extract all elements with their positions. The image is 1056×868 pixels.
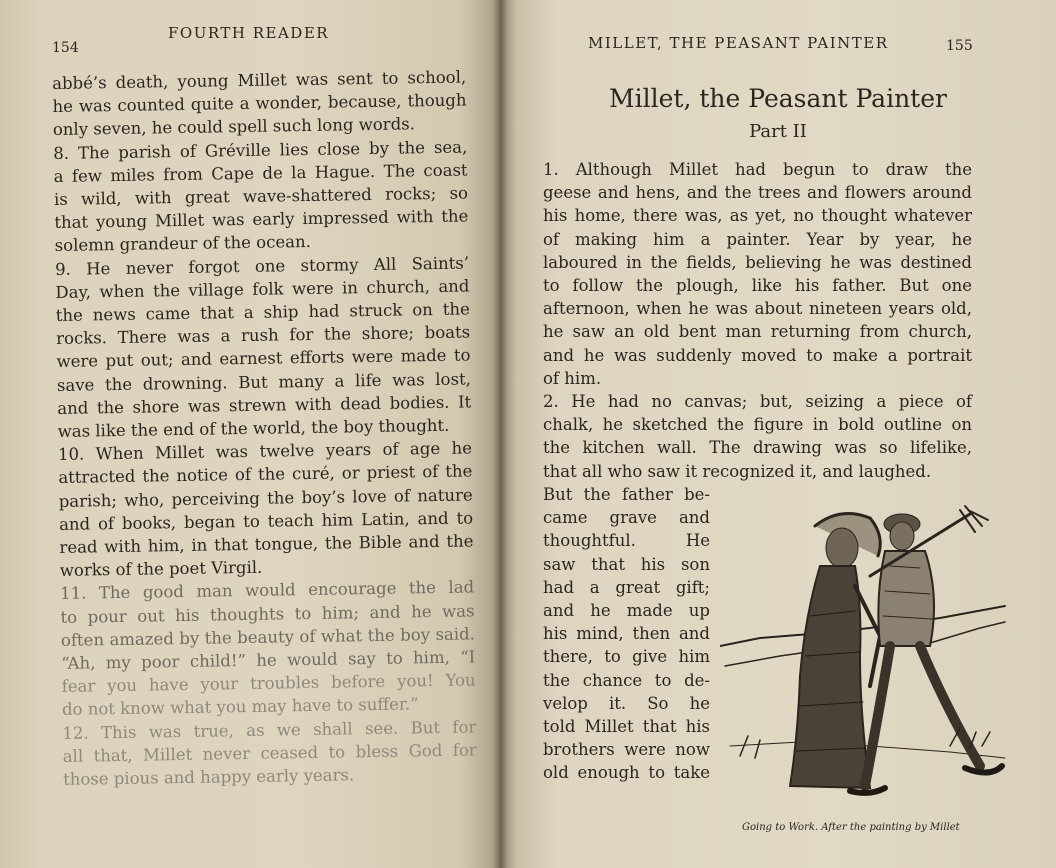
right-page-number: 155 [946, 38, 973, 54]
left-page-text-line: save the drowning. But many a life was lost, [56, 369, 472, 395]
right-page-text-line: of him. [543, 368, 602, 388]
left-page-text-line: those pious and happy early years. [62, 765, 355, 790]
right-page-body [543, 158, 972, 483]
left-page-text-line: and the shore was strewn with dead bodies. It [57, 392, 472, 418]
left-page-text-line: often amazed by the beauty of what the boy said. [60, 624, 476, 650]
left-page-text-line: do not know what you may have to suffer.” [61, 694, 419, 720]
left-page-text-line: parish; who, perceiving the boy’s love of nature [58, 485, 473, 511]
left-page-text-line: all that, Millet never ceased to bless God for [62, 740, 477, 766]
right-page-wrapped-text-line: old enough to take [543, 763, 710, 783]
right-page-wrapped-text-line: brothers were now [543, 740, 710, 760]
left-page-text-line: is wild, with great wave-shattered rocks; so [53, 183, 469, 209]
right-page-text-line: he saw an old bent man returning from church, [543, 322, 972, 342]
left-page-text-line: 9. He never forgot one stormy All Saints’ [54, 253, 470, 279]
right-page-text-line: and he was suddenly moved to make a portrait [543, 345, 972, 365]
left-page-number: 154 [52, 40, 79, 56]
left-page-text-line: only seven, he could spell such long words. [52, 114, 416, 140]
chapter-title: Millet, the Peasant Painter [609, 84, 947, 113]
left-page-text-line: abbé’s death, young Millet was sent to school, [52, 67, 467, 93]
right-running-head: MILLET, THE PEASANT PAINTER [588, 34, 889, 52]
right-page-text-line: geese and hens, and the trees and flowers around [543, 183, 972, 203]
left-page-body [52, 65, 477, 791]
engraving-illustration [720, 496, 1010, 816]
right-page-text-line: the kitchen wall. The drawing was so lifelike, [543, 438, 972, 458]
right-page-text-line: chalk, he sketched the figure in bold outline on [543, 415, 972, 435]
right-page-text-line: 2. He had no canvas; but, seizing a piece of [543, 392, 972, 412]
left-page-text-line: he was counted quite a wonder, because, though [52, 90, 467, 117]
right-page-text-line: 1. Although Millet had begun to draw the [543, 160, 972, 179]
left-page-text-line: 12. This was true, as we shall see. But for [62, 717, 477, 743]
right-page-text-line: laboured in the fields, believing he was destined [543, 252, 972, 272]
right-page-wrapped-text-line: his mind, then and [543, 624, 710, 644]
left-page-text-line: 10. When Millet was twelve years of age he [57, 438, 473, 465]
right-page-wrapped-text-line: thoughtful. He [543, 531, 710, 551]
illustration-caption: Going to Work. After the painting by Millet [742, 822, 960, 833]
left-page-text-line: 11. The good man would encourage the lad [60, 577, 475, 604]
right-page-wrapped-text-line: and he made up [543, 601, 710, 621]
right-page-wrapped-text-line: saw that his son [543, 554, 710, 574]
left-page-text-line: that young Millet was early impressed with the [54, 206, 469, 233]
right-page-text-line: of making him a painter. Year by year, he [543, 229, 972, 249]
chapter-subtitle: Part II [749, 121, 807, 142]
right-page-text-line: afternoon, when he was about nineteen years old, [543, 299, 972, 319]
left-page-text-line: the news came that a ship had struck on the [55, 299, 470, 326]
left-page-text-line: “Ah, my poor child!” he would say to him, “I [61, 647, 476, 674]
left-page-text-line: and of books, began to teach him Latin, and to [58, 508, 474, 534]
right-page-text-line: to follow the plough, like his father. But one [543, 276, 972, 296]
right-page-wrapped-text-line: there, to give him [543, 647, 710, 667]
left-page-text-line: fear you have your troubles before you! You [61, 670, 476, 697]
left-page-text-line: read with him, in that tongue, the Bible and the [59, 531, 474, 558]
left-page-text-line: rocks. There was a rush for the shore; boats [56, 322, 471, 349]
left-page-text-line: attracted the notice of the curé, or priest of the [58, 461, 473, 488]
right-page-text-line: his home, there was, as yet, no thought whatever [543, 206, 972, 226]
right-page-body-wrapped [543, 483, 710, 785]
right-page-wrapped-text-line: the chance to de- [543, 670, 710, 690]
right-page-wrapped-text-line: told Millet that his [543, 717, 710, 737]
right-page-text-line: that all who saw it recognized it, and laughed. [543, 461, 932, 481]
left-page-text-line: solemn grandeur of the ocean. [54, 232, 312, 256]
right-page [500, 0, 1056, 868]
left-page-text-line: was like the end of the world, the boy thought. [57, 415, 450, 442]
right-page-wrapped-text-line: velop it. So he [543, 693, 710, 713]
left-page-text-line: to pour out his thoughts to him; and he was [60, 601, 475, 627]
left-running-head: FOURTH READER [168, 24, 330, 42]
right-page-wrapped-text-line: came grave and [543, 508, 710, 528]
right-page-wrapped-text-line: had a great gift; [543, 577, 710, 597]
right-page-wrapped-text-line: But the father be- [543, 485, 710, 504]
left-page-text-line: a few miles from Cape de la Hague. The coast [53, 160, 468, 186]
left-page [0, 0, 500, 868]
left-page-text-line: Day, when the village folk were in church, and [55, 276, 470, 302]
left-page-text-line: 8. The parish of Gréville lies close by the sea, [53, 137, 468, 163]
left-page-text-line: works of the poet Virgil. [59, 558, 263, 581]
left-page-text-line: were put out; and earnest efforts were made to [56, 345, 471, 372]
